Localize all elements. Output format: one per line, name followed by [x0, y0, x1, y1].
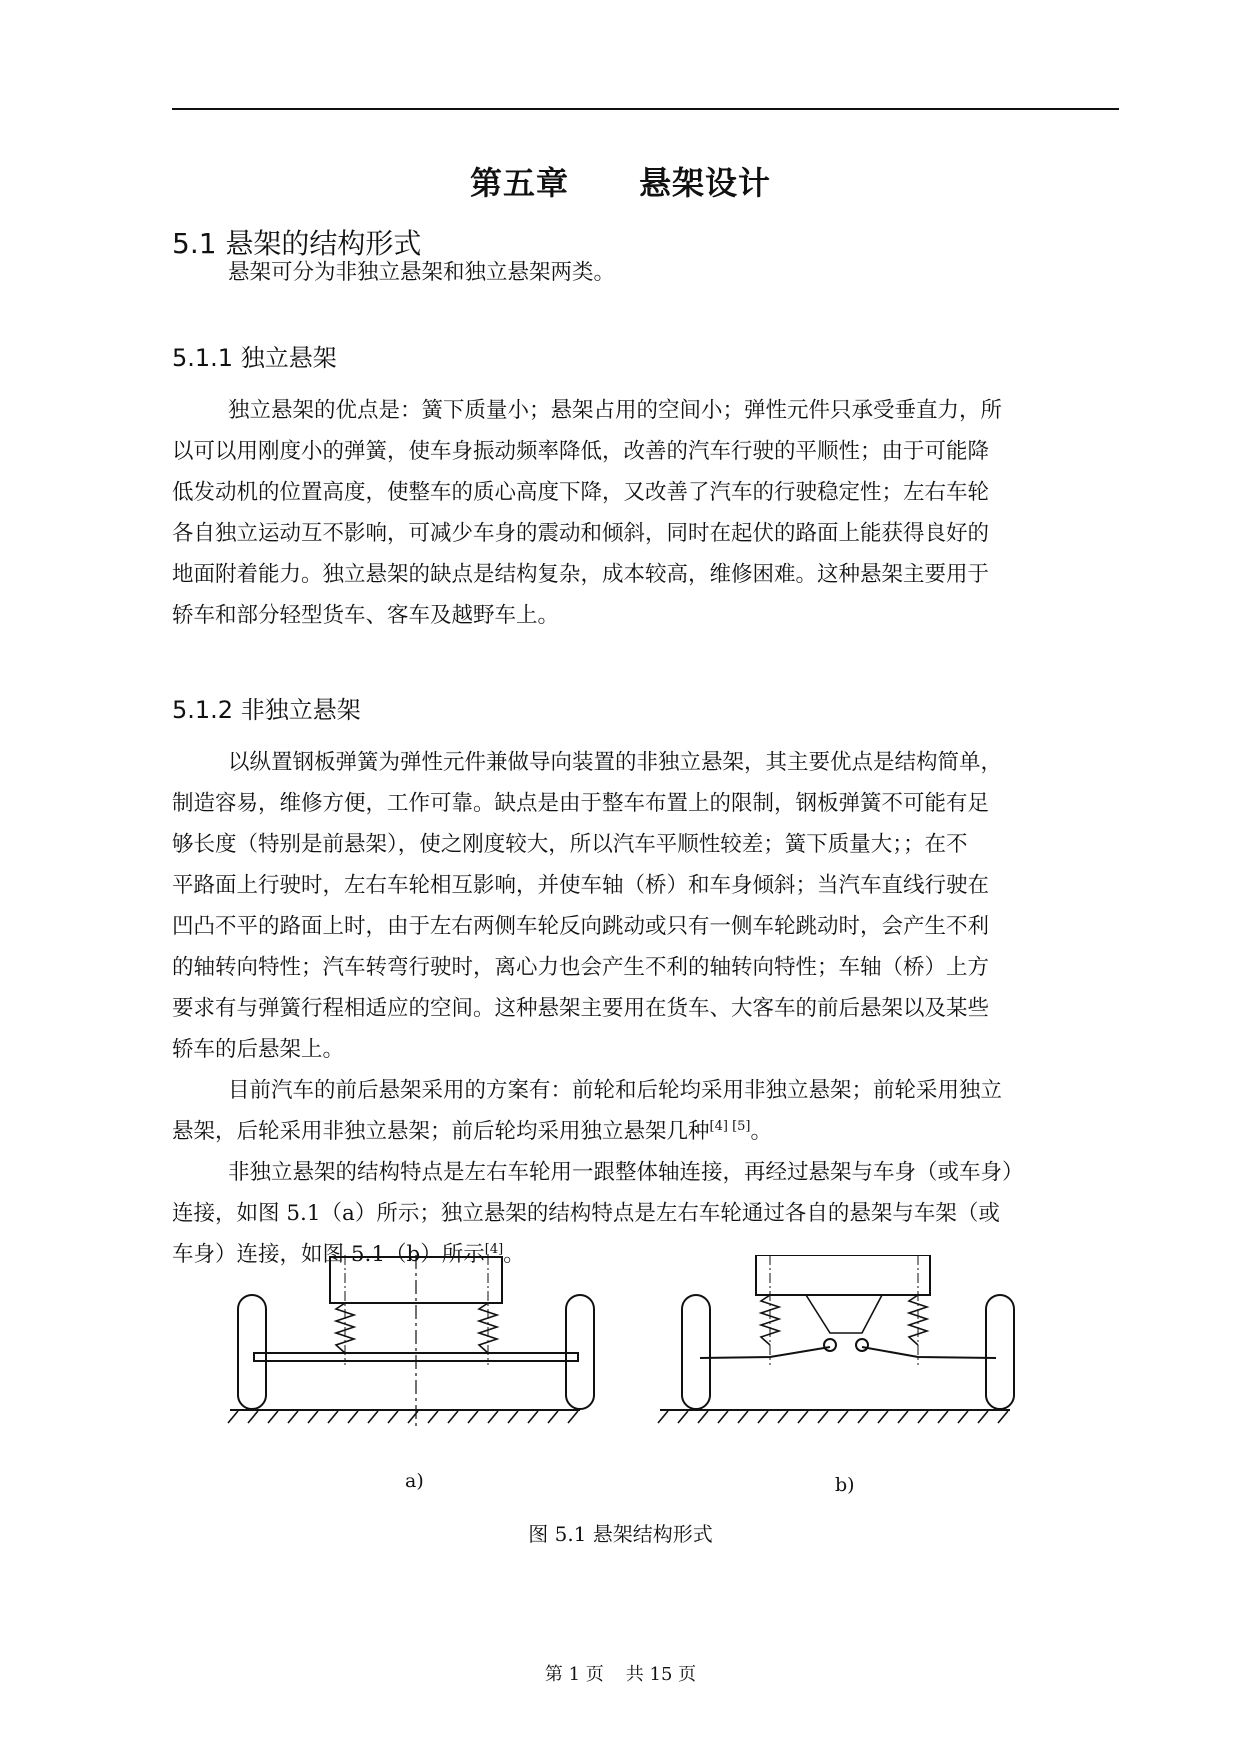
left-half-axle: [700, 1347, 830, 1358]
text-run: 。: [503, 1242, 525, 1267]
text-line: 的轴转向特性；汽车转弯行驶时，离心力也会产生不利的轴转向特性；车轴（桥）上方: [172, 955, 990, 980]
page-footer: [0, 1660, 1241, 1686]
text-run: 悬架，后轮采用非独立悬架；前后轮均采用独立悬架几种: [172, 1119, 710, 1144]
text-line: 凹凸不平的路面上时，由于左右两侧车轮反向跳动或只有一侧车轮跳动时，会产生不利: [172, 914, 990, 939]
ground-hatching: [228, 1411, 578, 1423]
text-line: 地面附着能力。独立悬架的缺点是结构复杂，成本较高，维修困难。这种悬架主要用于: [172, 562, 990, 587]
text-line: 轿车和部分轻型货车、客车及越野车上。: [172, 603, 560, 628]
section-5-1-1-paragraph: [172, 390, 1119, 636]
ground-hatching: [658, 1411, 1008, 1423]
section-5-1-heading: 5.1 悬架的结构形式: [172, 227, 422, 260]
text-line: 轿车的后悬架上。: [172, 1037, 345, 1062]
text-run: 。: [750, 1119, 772, 1144]
citation-ref: [4] [5]: [709, 1119, 751, 1134]
section-5-1-intro: [172, 252, 1119, 293]
body-bracket: [806, 1295, 882, 1333]
diagram-a-dependent-suspension: [228, 1255, 594, 1430]
section-5-1-1-heading: 5.1.1 独立悬架: [172, 344, 337, 372]
right-half-axle: [862, 1347, 996, 1358]
text-line: 平路面上行驶时，左右车轮相互影响，并使车轴（桥）和车身倾斜；当汽车直线行驶在: [172, 873, 990, 898]
chapter-name: 悬架设计: [639, 164, 772, 202]
text-line: 要求有与弹簧行程相适应的空间。这种悬架主要用在货车、大客车的前后悬架以及某些: [172, 996, 990, 1021]
text-line: 悬架可分为非独立悬架和独立悬架两类。: [228, 260, 616, 285]
right-wheel: [986, 1295, 1014, 1409]
section-5-1-2-paragraph-1: [172, 742, 1119, 1070]
figure-label-a: a): [405, 1470, 424, 1492]
suspension-figure: [210, 1255, 1080, 1505]
text-line: 够长度（特别是前悬架），使之刚度较大，所以汽车平顺性较差；簧下质量大；；在不: [172, 832, 968, 857]
section-5-1-2-paragraph-2: [172, 1070, 1119, 1152]
text-line: 非独立悬架的结构特点是左右车轮用一跟整体轴连接，再经过悬架与车身（或车身）: [228, 1160, 1024, 1185]
figure-caption: 图 5.1 悬架结构形式: [528, 1522, 713, 1546]
suspension-diagram: [210, 1255, 1080, 1435]
page-number: 第 1 页: [544, 1664, 604, 1685]
text-line: 低发动机的位置高度，使整车的质心高度下降，又改善了汽车的行驶稳定性；左右车轮: [172, 480, 990, 505]
body-block: [756, 1255, 930, 1295]
diagram-b-independent-suspension: [658, 1255, 1014, 1423]
text-line: 独立悬架的优点是：簧下质量小；悬架占用的空间小；弹性元件只承受垂直力，所: [228, 398, 1003, 423]
text-line: 以纵置钢板弹簧为弹性元件兼做导向装置的非独立悬架，其主要优点是结构简单，: [228, 750, 1003, 775]
text-line: 制造容易，维修方便，工作可靠。缺点是由于整车布置上的限制，钢板弹簧不可能有足: [172, 791, 990, 816]
right-pivot-joint: [856, 1339, 868, 1351]
text-line: 连接，如图 5.1（a）所示；独立悬架的结构特点是左右车轮通过各自的悬架与车架（或: [172, 1201, 1000, 1226]
left-pivot-joint: [824, 1339, 836, 1351]
section-5-1-2-heading: 5.1.2 非独立悬架: [172, 696, 361, 724]
left-spring: [761, 1295, 779, 1345]
header-rule: [172, 108, 1119, 110]
page-total: 共 15 页: [625, 1664, 697, 1685]
text-line: 目前汽车的前后悬架采用的方案有：前轮和后轮均采用非独立悬架；前轮采用独立: [228, 1078, 1003, 1103]
figure-label-b: b): [835, 1474, 855, 1496]
citation-ref: [4]: [484, 1242, 504, 1257]
text-line: [172, 1111, 1119, 1152]
chapter-number: 第五章: [469, 164, 569, 202]
text-run: 车身）连接，如图 5.1（b）所示: [172, 1242, 485, 1267]
chapter-title: [0, 158, 1241, 204]
text-line: 各自独立运动互不影响，可减少车身的震动和倾斜，同时在起伏的路面上能获得良好的: [172, 521, 990, 546]
right-spring: [909, 1295, 927, 1345]
text-line: 以可以用刚度小的弹簧，使车身振动频率降低，改善的汽车行驶的平顺性；由于可能降: [172, 439, 990, 464]
left-wheel: [682, 1295, 710, 1409]
